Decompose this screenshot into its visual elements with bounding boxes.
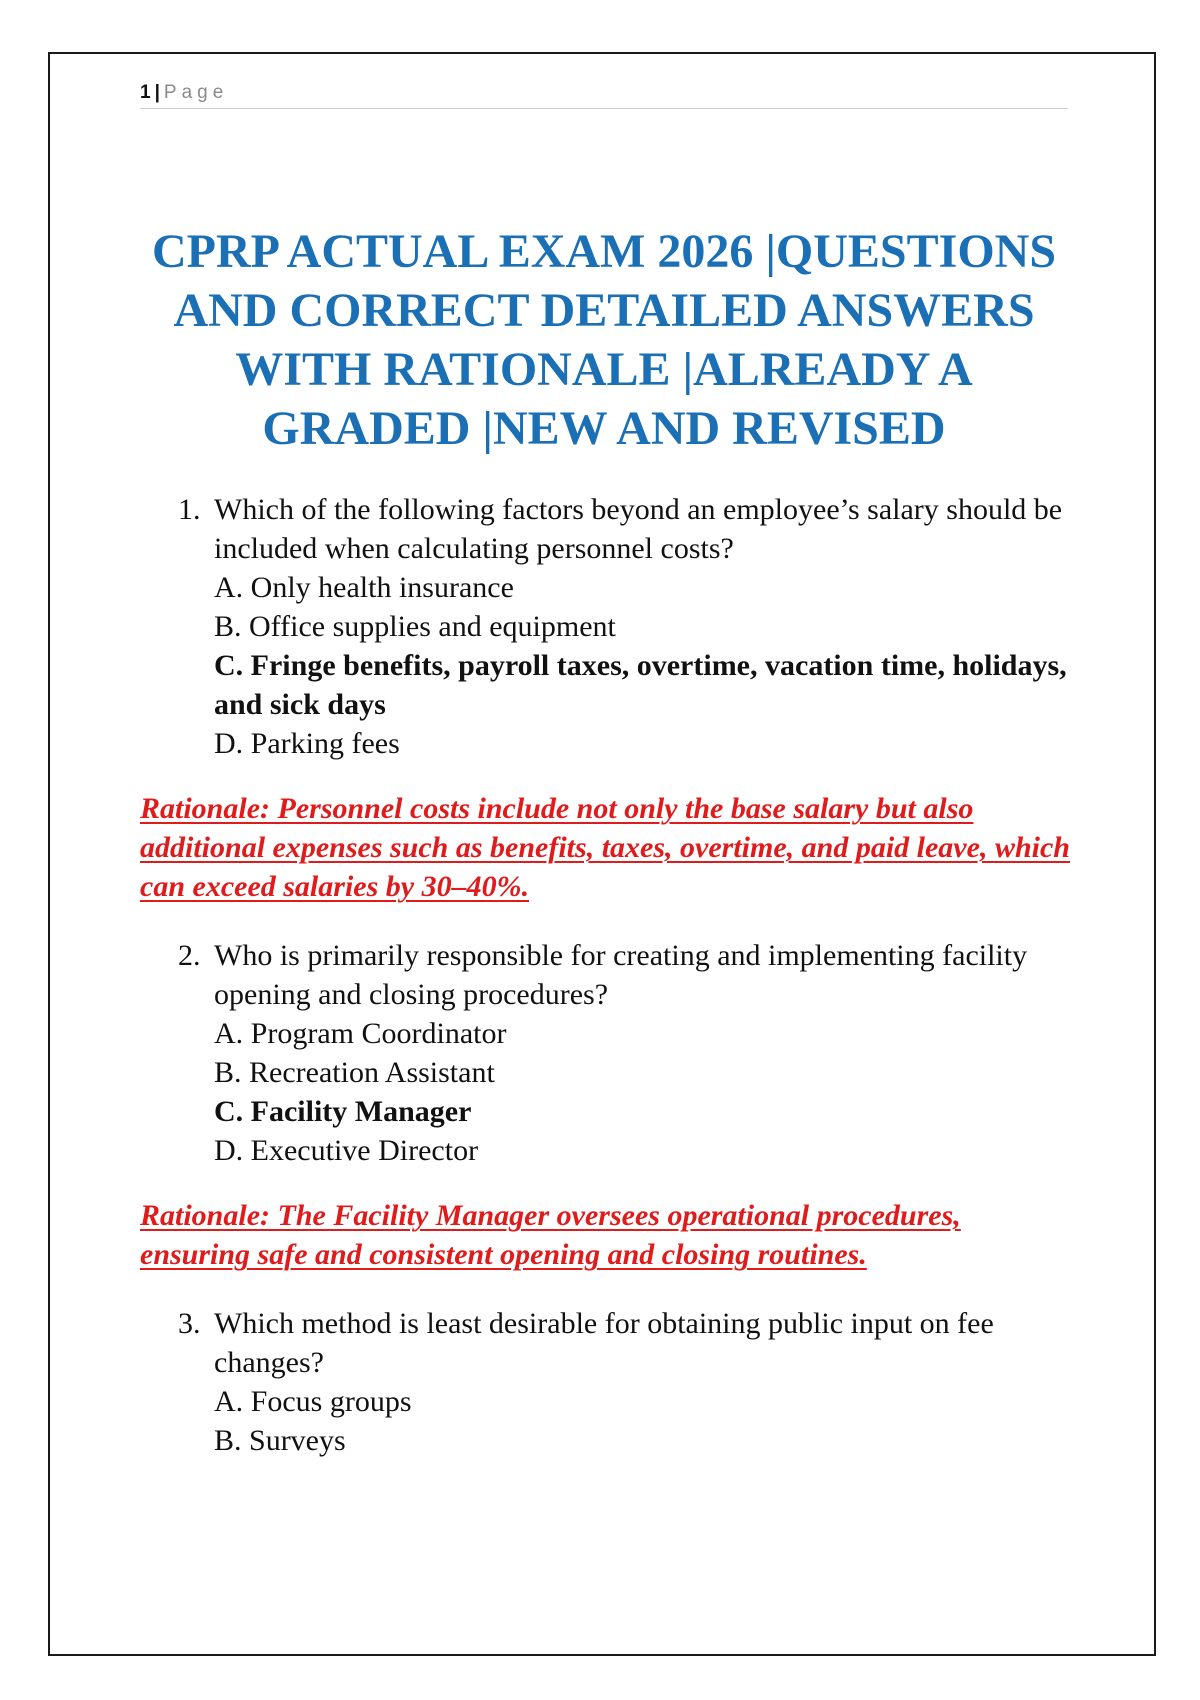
question-text: Who is primarily responsible for creating and implementing facility opening and closing procedures? [214, 939, 1028, 1011]
question-number: 1. [178, 493, 201, 526]
question-2 [140, 936, 1070, 1170]
option-b: B. Surveys [214, 1424, 346, 1457]
option-d: D. Parking fees [214, 727, 400, 760]
option-d: D. Executive Director [214, 1134, 479, 1167]
document-title: CPRP ACTUAL EXAM 2026 |QUESTIONS AND CORRECT DETAILED ANSWERS WITH RATIONALE |ALREADY A GRADED |NEW AND REVISED [151, 225, 1057, 455]
option-c-correct: C. Fringe benefits, payroll taxes, overtime, vacation time, holidays, and sick days [214, 649, 1067, 721]
page-number: 1 [140, 82, 151, 103]
option-b: B. Office supplies and equipment [214, 610, 616, 643]
page-label: Page [163, 82, 229, 103]
option-a: A. Focus groups [214, 1385, 412, 1418]
page-separator: | [154, 82, 160, 103]
rationale-1: Rationale: Personnel costs include not only the base salary but also additional expenses such as benefits, taxes, overtime, and paid leave, which can exceed salaries by 30–40%. [140, 792, 1070, 903]
question-number: 2. [178, 939, 201, 972]
option-a: A. Only health insurance [214, 571, 514, 604]
option-c-correct: C. Facility Manager [214, 1095, 472, 1128]
option-a: A. Program Coordinator [214, 1017, 507, 1050]
question-text: Which method is least desirable for obtaining public input on fee changes? [214, 1307, 994, 1379]
page-header [140, 78, 1068, 109]
question-text: Which of the following factors beyond an employee’s salary should be included when calculating personnel costs? [214, 493, 1063, 565]
rationale-2: Rationale: The Facility Manager oversees operational procedures, ensuring safe and consistent opening and closing routines. [140, 1199, 961, 1271]
option-b: B. Recreation Assistant [214, 1056, 495, 1089]
question-list [140, 490, 1070, 1460]
question-3 [140, 1304, 1070, 1460]
question-1 [140, 490, 1070, 763]
question-number: 3. [178, 1307, 201, 1340]
